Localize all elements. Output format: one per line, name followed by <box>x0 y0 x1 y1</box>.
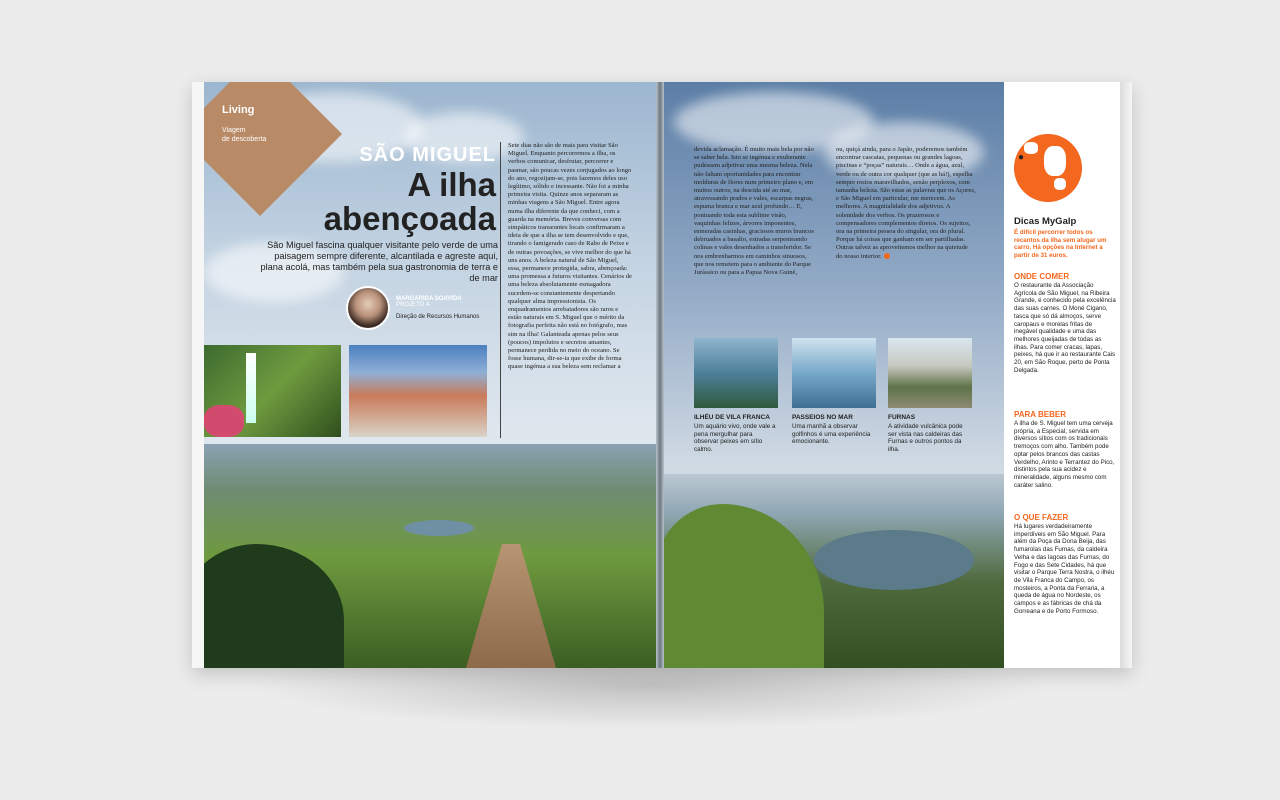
article-lede: São Miguel fascina qualquer visitante pelo verde de uma paisagem sempre diferente, alcantilada e agreste aqui, plana acolá, mas também pela sua gastronomia de terra e de mar <box>260 240 498 283</box>
end-mark-icon <box>884 253 890 259</box>
article-kicker: SÃO MIGUEL <box>359 144 496 166</box>
section-label: Living <box>222 104 255 116</box>
column-rule <box>500 142 501 438</box>
town-photo <box>349 345 487 437</box>
caption-title: ILHÉU DE VILA FRANCA <box>694 414 770 421</box>
crater-lake-shape <box>814 530 974 590</box>
waterfall-shape <box>246 353 256 423</box>
article-body-col3-text: ou, quiçá ainda, para o Japão, poderemos também encontrar cascatas, pequenas ou grandes lagoas, piscinas e “poças” naturais… Onde a água, azul, verde ou de outra cor qualquer (que as há!), espelha sempre rostos maravilhados, senão perplexos, com tamanha beleza. São estas as palavras que os Açores, e São Miguel em particular, me merecem. As melhores. A magnitalidade dos adjetivos. A solenidade dos verbos. Os prazerosos e compensadores complementos diretos. Os sujeitos, ora na primeira pessoa do singular, ora do plural. Porque há coisas que ganham em ser partilhadas. Outras talvez as aproveitemos melhor na quietude do nosso interior. <box>836 146 976 260</box>
caption-title: PASSEIOS NO MAR <box>792 414 853 421</box>
author-avatar <box>346 286 390 330</box>
spread-gutter <box>656 82 664 668</box>
map-pin-icon: ● <box>1018 152 1025 163</box>
thumb-furnas <box>888 338 972 408</box>
globe-icon <box>1014 134 1082 202</box>
author-role-pre: PROJETO 4 <box>396 302 430 308</box>
left-page <box>204 82 656 668</box>
article-title-line1: A ilha <box>407 166 496 203</box>
continent-shape <box>1054 178 1066 190</box>
right-page <box>664 82 1004 668</box>
sidebar-heading-o-que-fazer: O QUE FAZER <box>1014 513 1069 522</box>
flowers-shape <box>204 405 244 437</box>
article-body-col3 <box>836 146 976 261</box>
caption-text: Uma manhã a observar golfinhos é uma experiência emocionante. <box>792 423 871 446</box>
hill-shape <box>204 544 344 668</box>
waterfall-photo <box>204 345 341 437</box>
magazine-spread <box>192 82 1132 668</box>
sidebar-text-onde-comer: O restaurante da Associação Agrícola de São Miguel, na Ribeira Grande, é conhecido pela excelência das suas carnes. O Moné Cigano, tasca que só dá almoços, serve caropaus e morelas fritas de inegável qualidade e uma das melhores queijadas de todas as ilhas. Para comer cracas, lapas, peixes, há que ir ao restaurante Cais 20, em São Roque, perto de Ponta Delgada. <box>1014 282 1116 374</box>
article-title-line2: abençoada <box>323 200 496 237</box>
landscape-photo-left <box>204 444 656 668</box>
lake-shape <box>404 520 474 536</box>
section-sublabel: Viagem de descoberta <box>222 127 267 143</box>
sidebar-heading-para-beber: PARA BEBER <box>1014 410 1067 419</box>
continent-shape <box>1024 142 1038 154</box>
thumb-dolphins <box>792 338 876 408</box>
sidebar-heading-onde-comer: ONDE COMER <box>1014 272 1070 281</box>
thumb-vila-franca <box>694 338 778 408</box>
sidebar-text-o-que-fazer: Há lugares verdadeiramente imperdíveis em São Miguel. Para além da Poça da Dona Beija, das fumarolas das Furnas, da caldeira Velha e das lagoas das Furnas, do Fogo e das Sete Cidades, há que visitar o Parque Terra Nostra, o ilhéu de Vila Franca do Campo, os mosteiros, a Ponta da Ferraria, a queda de água no Nordeste, os campos e as fábricas de chá da Gorreana e de Porto Formoso. <box>1014 523 1115 615</box>
caption-text: A atividade vulcânica pode ser vista nas caldeiras das Furnas e outros pontos da ilha. <box>888 423 963 453</box>
article-body-col1: Sete dias não são de mais para visitar São Miguel. Enquanto percorremos a ilha, os verbos comunicar, desfrutar, percorrer e pasmar, são poucas vezes conjugados ao longo do ano, regozijam-se, pois fazemos deles uso legítimo, sólido e incessante. Não foi a minha primeira visita. Quinze anos separaram as minhas viagens a São Miguel. Entre agora numa ilha diferente da que conheci, com a guarda na memória. Breves conversas com simpáticos transeuntes locais confirmaram a ideia de que a ilha se tem desenvolvido e que, tirando o famigerado caso de Rabo de Peixe e de outras povoações, se vive melhor do que há uns anos. A beleza natural de São Miguel, essa, permanece protegida, sabra, abençoada: uma promessa a futuros visitantes. Cenários de uma beleza absolutamente esmagadora sucedem-se constantemente despertando qualquer alma impressionista. Os enquadramentos arrebatadores são raros e estão naturais em S. Miguel que o mérito da fotografia perfeita não está no fotógrafo, mas sim na ilha! Galanteada apenas pelos seus (poucos) impolutos e secretos amantes, permanece perdida no meio do oceano. Se fosse humana, dir-se-ia que exibe de forma quase ingénua a sua beleza sem reclamar a <box>508 142 632 371</box>
author-name: MARGARIDA SOAVIDA <box>396 296 462 302</box>
sidebar-text-para-beber: A ilha de S. Miguel tem uma cerveja própria, a Especial, servida em diversos sítios com os tradicionais tremoços com alho. Também pode optar pelos brancos das castas Verdelho, Arinto e Terrantez do Pico, distintos pela sua acidez e mineralidade, alguns mesmo com caráter salino. <box>1014 420 1115 489</box>
section-badge-text <box>222 104 266 144</box>
sidebar-title: Dicas MyGalp <box>1014 216 1077 227</box>
article-title <box>264 168 496 236</box>
sidebar-intro: É difícil percorrer todos os recantos da ilha sem alugar um carro. Há opções na Internet a partir de 31 euros. <box>1014 229 1107 259</box>
landscape-photo-right <box>664 474 1004 668</box>
caption-text: Um aquário vivo, onde vale a pena mergulhar para observar peixes em sítio calmo. <box>694 423 776 453</box>
tips-sidebar <box>1004 82 1120 668</box>
caption-title: FURNAS <box>888 414 916 421</box>
page-edge <box>1120 82 1132 668</box>
author-block <box>396 296 479 320</box>
article-body-col2: devida aclamação. É muito mais bela por não se saber bela. Isto se ingénua e exuberante pudessem adjetivar uma mesma beleza. Nela não faltam oportunidades para encontrar molduras de flores num primeiro plano e, em muitos outros, na descida até ao mar, atravessando prados e vales, escarpas negras, espuma branca e mar azul profundo… E, pontuando toda esta sublime visão, vaquinhas felizes, árvores imponentes, esmeradas casinhas, graciosos muros brancos debruados a basalto, estradas serpenteando colinas e vales desenhados a transferidor. Se nos embrenharmos em caminhos sinuosos, que nos remetem para o ambiente do Parque Jurássico ou para a Papua Nova Guiné, <box>694 146 814 277</box>
author-role: Direção de Recursos Humanos <box>396 314 480 320</box>
trail-shape <box>466 544 556 668</box>
cliff-shape <box>664 504 824 668</box>
continent-shape <box>1044 146 1066 176</box>
